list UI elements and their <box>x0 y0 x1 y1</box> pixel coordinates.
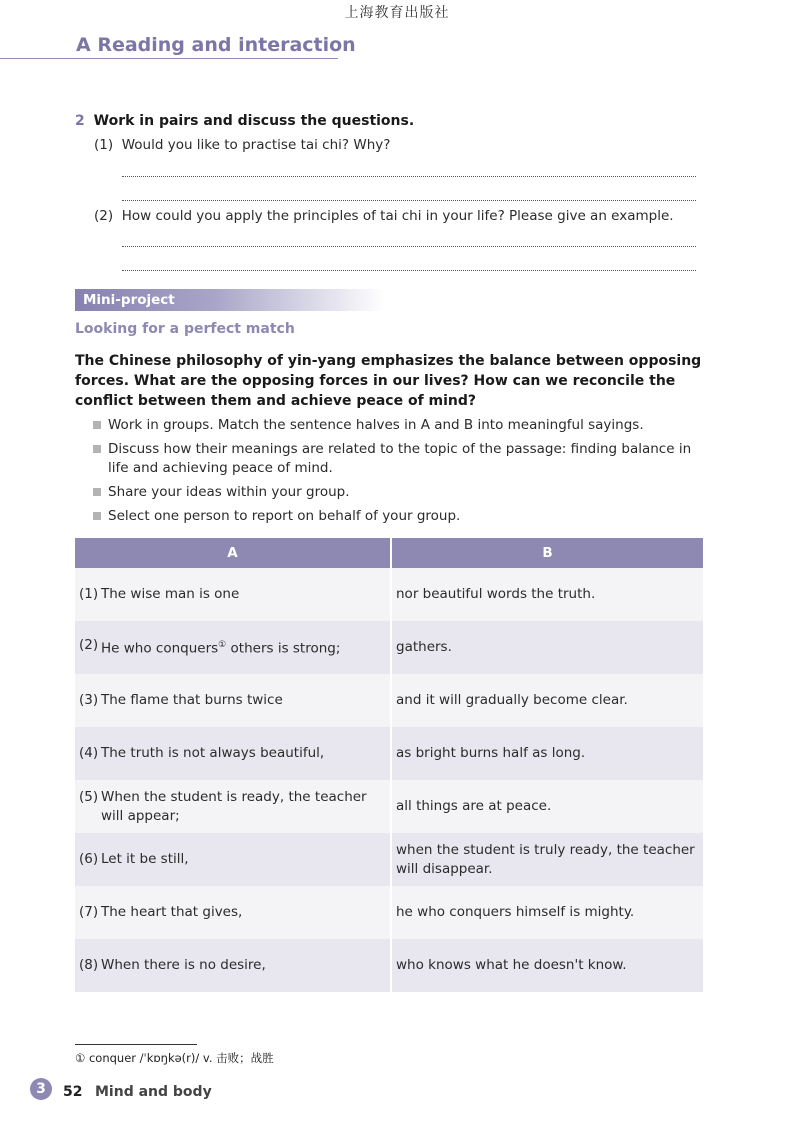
table-header-row <box>75 538 703 568</box>
cell-b[interactable]: gathers. <box>390 621 703 674</box>
table-row <box>75 621 703 674</box>
footnote: ① conquer /ˈkɒŋkə(r)/ v. 击败；战胜 <box>75 1051 274 1065</box>
column-header-a: A <box>75 538 390 568</box>
cell-b[interactable]: and it will gradually become clear. <box>390 674 703 727</box>
table-row <box>75 674 703 727</box>
cell-b[interactable]: he who conquers himself is mighty. <box>390 886 703 939</box>
table-row <box>75 833 703 886</box>
footnote-divider <box>75 1044 197 1045</box>
sub-question-label: (2) <box>94 208 114 224</box>
unit-number-badge: 3 <box>30 1078 52 1100</box>
table-row <box>75 780 703 833</box>
table-row <box>75 727 703 780</box>
cell-a[interactable]: (4) The truth is not always beautiful, <box>75 727 390 780</box>
sub-question-text: How could you apply the principles of tai chi in your life? Please give an example. <box>121 208 674 224</box>
cell-b[interactable]: who knows what he doesn't know. <box>390 939 703 992</box>
cell-b[interactable]: all things are at peace. <box>390 780 703 833</box>
answer-line[interactable] <box>122 246 696 247</box>
mini-project-banner <box>75 289 385 311</box>
sub-question-1 <box>94 137 390 153</box>
answer-line[interactable] <box>122 176 696 177</box>
footnote-marker[interactable]: ① <box>218 640 227 651</box>
page-number: 52 <box>63 1084 83 1100</box>
table-row <box>75 939 703 992</box>
cell-b[interactable]: nor beautiful words the truth. <box>390 568 703 621</box>
instruction-item: Share your ideas within your group. <box>93 483 713 502</box>
cell-b[interactable]: as bright burns half as long. <box>390 727 703 780</box>
cell-a[interactable]: (2) He who conquers① others is strong; <box>75 621 390 674</box>
instruction-item: Discuss how their meanings are related to the topic of the passage: finding balance in life and achieving peace of mind. <box>93 440 713 478</box>
question-number: 2 <box>75 113 85 129</box>
section-divider <box>0 58 338 59</box>
answer-line[interactable] <box>122 200 696 201</box>
section-title: A Reading and interaction <box>76 34 356 56</box>
cell-a[interactable]: (6) Let it be still, <box>75 833 390 886</box>
publisher-header: 上海教育出版社 <box>344 5 450 21</box>
instruction-item: Work in groups. Match the sentence halves in A and B into meaningful sayings. <box>93 416 713 435</box>
sub-question-label: (1) <box>94 137 114 153</box>
instruction-list <box>93 416 713 531</box>
table-row <box>75 568 703 621</box>
column-header-b: B <box>390 538 703 568</box>
sub-question-text: Would you like to practise tai chi? Why? <box>121 137 391 153</box>
mini-project-lead: The Chinese philosophy of yin-yang emphasizes the balance between opposing forces. What are the opposing forces in our lives? How can we reconcile the conflict between them and achieve peace of mind? <box>75 353 702 409</box>
cell-a[interactable]: (1) The wise man is one <box>75 568 390 621</box>
answer-line[interactable] <box>122 270 696 271</box>
cell-a[interactable]: (5) When the student is ready, the teacher will appear; <box>75 780 390 833</box>
question-title: Work in pairs and discuss the questions. <box>93 113 415 129</box>
mini-project-subtitle: Looking for a perfect match <box>75 321 295 337</box>
cell-a[interactable]: (8) When there is no desire, <box>75 939 390 992</box>
cell-b[interactable]: when the student is truly ready, the teacher will disappear. <box>390 833 703 886</box>
sub-question-2 <box>94 208 674 224</box>
bullet-square-icon <box>93 445 101 453</box>
bullet-square-icon <box>93 488 101 496</box>
instruction-item: Select one person to report on behalf of your group. <box>93 507 713 526</box>
cell-a[interactable]: (7) The heart that gives, <box>75 886 390 939</box>
mini-project-label: Mini-project <box>83 292 175 308</box>
bullet-square-icon <box>93 512 101 520</box>
table-row <box>75 886 703 939</box>
cell-a[interactable]: (3) The flame that burns twice <box>75 674 390 727</box>
bullet-square-icon <box>93 421 101 429</box>
question-2-heading <box>75 113 414 129</box>
matching-table <box>75 538 703 992</box>
unit-name: Mind and body <box>95 1084 212 1100</box>
